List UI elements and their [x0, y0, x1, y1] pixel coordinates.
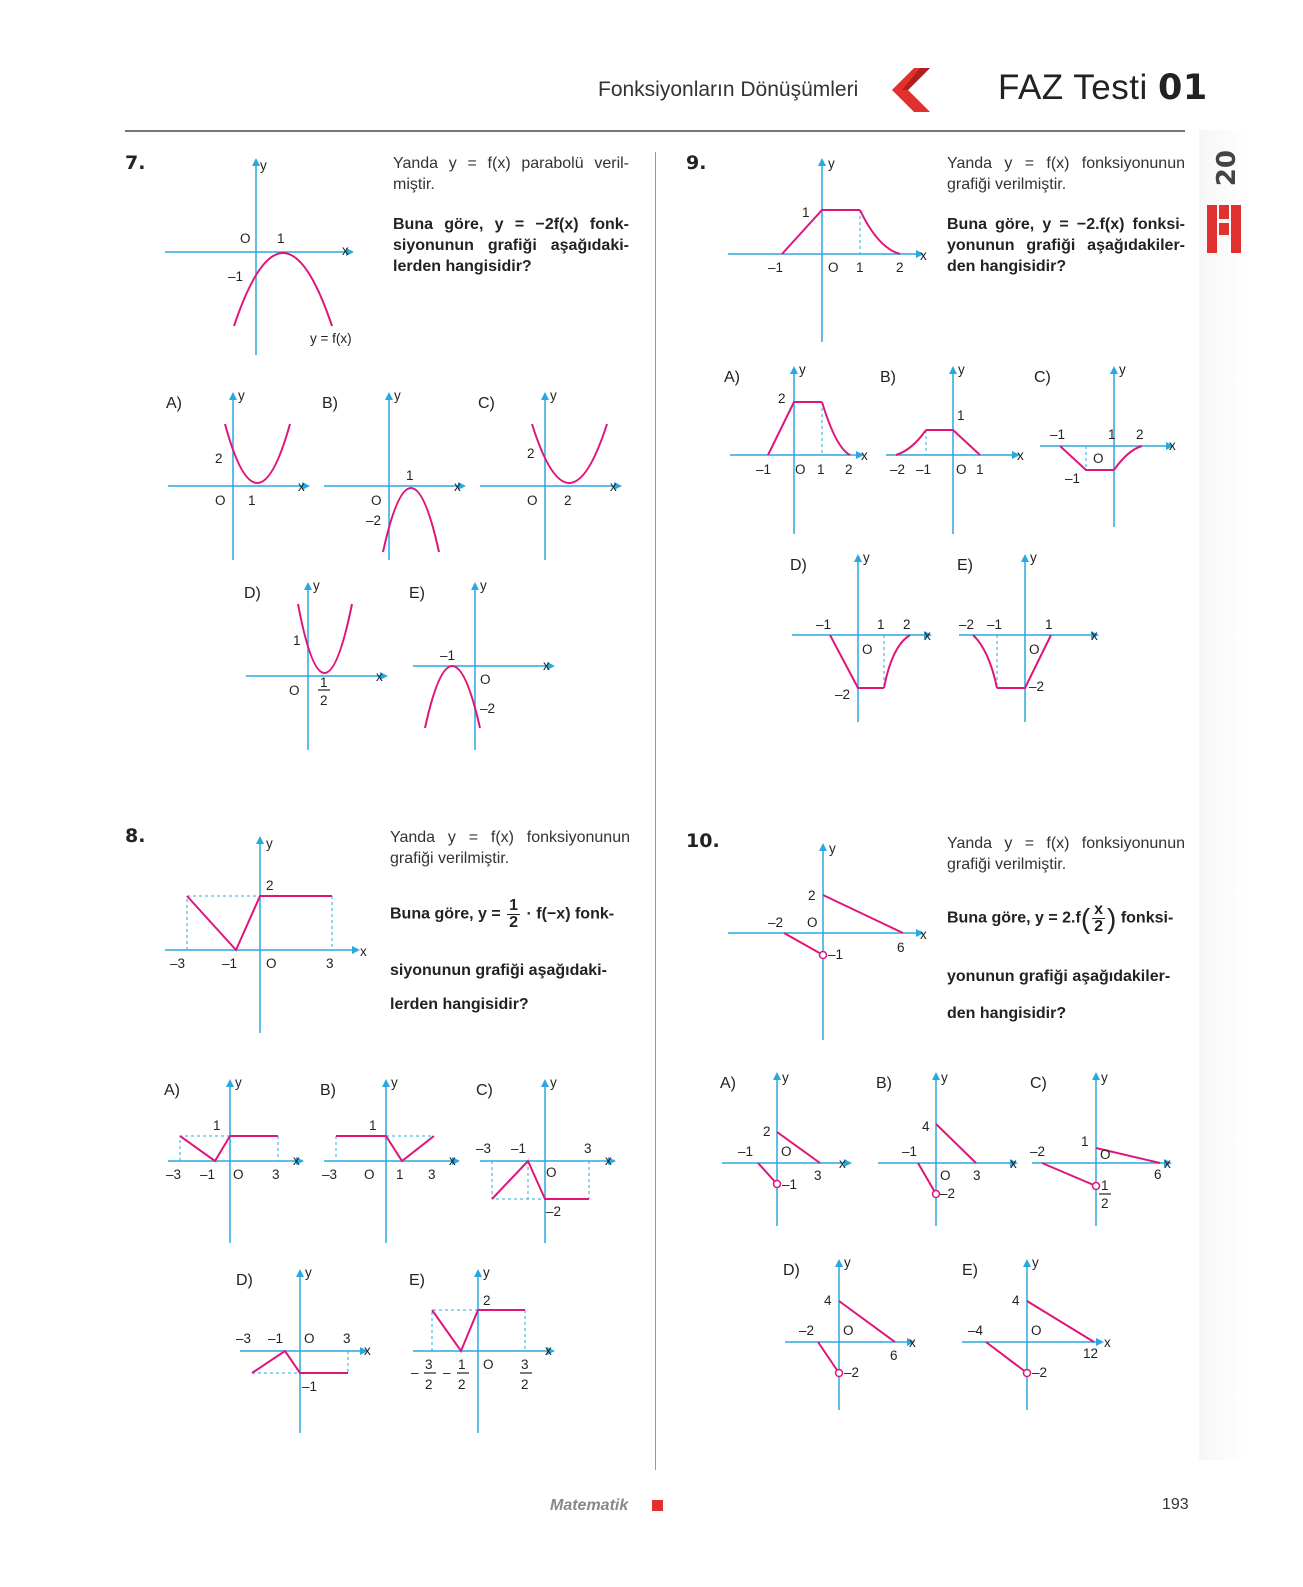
svg-text:–: – — [443, 1365, 451, 1380]
svg-text:–2: –2 — [959, 617, 975, 632]
svg-text:3: 3 — [521, 1357, 529, 1372]
svg-text:–2: –2 — [1029, 679, 1045, 694]
q10-option-a[interactable] — [720, 1068, 880, 1228]
svg-text:–2: –2 — [799, 1323, 815, 1338]
svg-text:y: y — [782, 1070, 789, 1085]
svg-text:–1: –1 — [828, 947, 844, 962]
svg-text:–3: –3 — [476, 1141, 492, 1156]
svg-text:O: O — [371, 493, 382, 508]
svg-text:x: x — [1017, 448, 1024, 463]
svg-text:–1: –1 — [987, 617, 1003, 632]
svg-text:–2: –2 — [844, 1365, 860, 1380]
svg-text:1: 1 — [802, 205, 810, 220]
svg-text:–1: –1 — [782, 1177, 798, 1192]
svg-text:y: y — [305, 1265, 312, 1280]
svg-text:A): A) — [164, 1082, 180, 1099]
q7-option-b[interactable] — [316, 388, 476, 563]
side-number: 20 — [1212, 150, 1242, 187]
column-divider — [655, 152, 656, 1470]
svg-text:E): E) — [962, 1262, 978, 1279]
q10-option-d[interactable] — [783, 1255, 943, 1415]
footer-subject: Matematik — [550, 1497, 629, 1514]
svg-text:O: O — [364, 1167, 375, 1182]
svg-text:x: x — [449, 1153, 456, 1168]
svg-text:–1: –1 — [222, 956, 238, 971]
svg-text:3: 3 — [326, 956, 334, 971]
fdd-logo-icon — [1205, 205, 1245, 255]
svg-text:3: 3 — [814, 1168, 822, 1183]
q8-graph — [160, 828, 380, 1038]
svg-text:–1: –1 — [816, 617, 832, 632]
svg-text:1: 1 — [1108, 427, 1116, 442]
svg-text:2: 2 — [778, 391, 786, 406]
q9-option-b[interactable] — [876, 362, 1041, 537]
svg-text:–2: –2 — [1032, 1365, 1048, 1380]
svg-text:–1: –1 — [756, 462, 772, 477]
svg-text:–2: –2 — [768, 915, 784, 930]
svg-text:–3: –3 — [166, 1167, 182, 1182]
svg-text:2: 2 — [564, 493, 572, 508]
svg-text:y: y — [828, 156, 835, 171]
footer-square-icon — [652, 1500, 663, 1511]
svg-text:6: 6 — [897, 940, 905, 955]
svg-text:O: O — [1029, 642, 1040, 657]
svg-text:4: 4 — [824, 1293, 832, 1308]
svg-text:–1: –1 — [1050, 427, 1066, 442]
svg-text:–1: –1 — [302, 1379, 318, 1394]
svg-text:C): C) — [1030, 1075, 1047, 1092]
svg-text:y: y — [1030, 550, 1037, 565]
svg-text:y: y — [799, 362, 806, 377]
svg-text:B): B) — [880, 369, 896, 386]
svg-text:y: y — [1119, 362, 1126, 377]
svg-text:–2: –2 — [835, 687, 851, 702]
q8-option-e[interactable] — [405, 1265, 570, 1437]
q7-curve-label: y = f(x) — [310, 331, 352, 346]
q8-number: 8. — [125, 825, 146, 847]
svg-text:1: 1 — [1081, 1134, 1089, 1149]
q7-y-label: y — [260, 158, 267, 173]
svg-text:O: O — [480, 672, 491, 687]
svg-text:O: O — [483, 1357, 494, 1372]
svg-text:3: 3 — [584, 1141, 592, 1156]
svg-text:4: 4 — [922, 1119, 930, 1134]
svg-text:O: O — [828, 260, 839, 275]
svg-text:O: O — [807, 915, 818, 930]
svg-text:B): B) — [876, 1075, 892, 1092]
q9-option-a[interactable] — [720, 362, 885, 537]
test-number: 01 — [1157, 68, 1208, 108]
q9-option-c[interactable] — [1030, 362, 1195, 537]
q9-option-d[interactable] — [790, 550, 955, 725]
svg-text:O: O — [781, 1144, 792, 1159]
svg-text:2: 2 — [266, 878, 274, 893]
q9-text: Yanda y = f(x) fonksiyonunun grafiği verilmiştir. — [947, 155, 1185, 193]
q7-option-d[interactable] — [238, 578, 398, 753]
svg-text:–1: –1 — [768, 260, 784, 275]
chapter-title: Fonksiyonların Dönüşümleri — [598, 78, 859, 101]
svg-text:6: 6 — [890, 1348, 898, 1363]
svg-text:O: O — [956, 462, 967, 477]
svg-text:x: x — [454, 479, 461, 494]
svg-text:12: 12 — [1083, 1346, 1099, 1361]
q7-origin: O — [240, 231, 251, 246]
svg-text:–3: –3 — [236, 1331, 252, 1346]
q8-option-b[interactable] — [316, 1075, 481, 1245]
svg-text:2: 2 — [1101, 1196, 1109, 1211]
svg-text:x: x — [924, 628, 931, 643]
svg-text:x: x — [920, 927, 927, 942]
svg-text:x: x — [920, 248, 927, 263]
svg-text:–1: –1 — [738, 1144, 754, 1159]
svg-text:–2: –2 — [940, 1186, 956, 1201]
svg-text:O: O — [215, 493, 226, 508]
svg-text:A): A) — [166, 395, 182, 412]
svg-text:B): B) — [320, 1082, 336, 1099]
svg-text:1: 1 — [976, 462, 984, 477]
q9-graph — [720, 150, 945, 350]
svg-text:1: 1 — [1101, 1178, 1109, 1193]
svg-text:O: O — [1100, 1147, 1111, 1162]
q7-tick-m1: –1 — [228, 269, 244, 284]
svg-text:2: 2 — [1136, 427, 1144, 442]
svg-text:1: 1 — [1045, 617, 1053, 632]
svg-text:1: 1 — [369, 1118, 377, 1133]
q10-option-c[interactable] — [1030, 1068, 1190, 1228]
svg-text:y: y — [238, 388, 245, 403]
svg-text:O: O — [940, 1168, 951, 1183]
svg-text:3: 3 — [425, 1357, 433, 1372]
svg-text:–1: –1 — [902, 1144, 918, 1159]
svg-text:x: x — [364, 1343, 371, 1358]
svg-text:–1: –1 — [511, 1141, 527, 1156]
svg-text:x: x — [1104, 1335, 1111, 1350]
svg-text:1: 1 — [406, 468, 414, 483]
q7-question: Buna göre, y = −2f(x) fonk-siyonunun grafiği aşağıdaki-lerden hangisidir? — [393, 216, 629, 275]
svg-text:1: 1 — [213, 1118, 221, 1133]
q10-question-line2: yonunun grafiği aşağıdakiler- — [947, 968, 1171, 985]
svg-text:E): E) — [957, 557, 973, 574]
svg-text:2: 2 — [483, 1293, 491, 1308]
svg-text:O: O — [1031, 1323, 1042, 1338]
q9-question: Buna göre, y = −2.f(x) fonksi-yonunun grafiği aşağıdakiler-den hangisidir? — [947, 216, 1185, 275]
svg-text:O: O — [527, 493, 538, 508]
svg-text:y: y — [958, 362, 965, 377]
q10-option-e[interactable] — [960, 1255, 1130, 1415]
svg-text:3: 3 — [272, 1167, 280, 1182]
svg-text:y: y — [394, 388, 401, 403]
svg-text:–1: –1 — [268, 1331, 284, 1346]
svg-text:–2: –2 — [546, 1204, 562, 1219]
svg-text:3: 3 — [428, 1167, 436, 1182]
svg-text:–3: –3 — [322, 1167, 338, 1182]
test-title — [998, 68, 1208, 108]
svg-text:x: x — [1091, 628, 1098, 643]
svg-text:x: x — [293, 1153, 300, 1168]
svg-text:x: x — [861, 448, 868, 463]
svg-text:–1: –1 — [916, 462, 932, 477]
svg-text:E): E) — [409, 585, 425, 602]
q10-question: Buna göre, y = 2.f( $\frac{x}{2}$ ) fonksi- — [947, 901, 1174, 935]
svg-text:x: x — [909, 1335, 916, 1350]
svg-text:1: 1 — [248, 493, 256, 508]
svg-text:y: y — [844, 1255, 851, 1270]
svg-text:x: x — [1169, 438, 1176, 453]
svg-text:D): D) — [244, 585, 261, 602]
svg-text:y: y — [266, 836, 273, 851]
q8-option-d[interactable] — [232, 1265, 397, 1435]
q7-option-c[interactable] — [472, 388, 632, 563]
svg-text:1: 1 — [320, 675, 328, 690]
test-name: FAZ Testi — [998, 68, 1148, 107]
svg-text:–2: –2 — [366, 513, 382, 528]
svg-text:x: x — [543, 658, 550, 673]
q8-option-a[interactable] — [160, 1075, 325, 1245]
svg-text:O: O — [843, 1323, 854, 1338]
svg-text:y: y — [391, 1075, 398, 1090]
svg-text:x: x — [360, 944, 367, 959]
q7-option-a[interactable] — [160, 388, 320, 563]
svg-text:–2: –2 — [480, 701, 496, 716]
svg-text:x: x — [1010, 1156, 1017, 1171]
q7-graph — [150, 150, 380, 365]
svg-text:D): D) — [236, 1272, 253, 1289]
q7-tick-1: 1 — [277, 231, 285, 246]
svg-text:y: y — [550, 1075, 557, 1090]
svg-text:–2: –2 — [1030, 1144, 1046, 1159]
svg-text:x: x — [610, 479, 617, 494]
svg-text:–: – — [411, 1365, 419, 1380]
svg-text:D): D) — [783, 1262, 800, 1279]
svg-text:y: y — [313, 578, 320, 593]
svg-text:1: 1 — [957, 408, 965, 423]
svg-text:y: y — [550, 388, 557, 403]
q7-option-e[interactable] — [405, 578, 565, 753]
svg-text:x: x — [545, 1343, 552, 1358]
q7-number: 7. — [125, 152, 146, 174]
svg-text:6: 6 — [1154, 1167, 1162, 1182]
svg-text:–4: –4 — [968, 1323, 984, 1338]
svg-text:E): E) — [409, 1272, 425, 1289]
svg-text:B): B) — [322, 395, 338, 412]
q8-question: Buna göre, y = $\frac{1}{2}$ · f(−x) fonk- — [390, 897, 615, 931]
svg-text:y: y — [941, 1070, 948, 1085]
svg-text:2: 2 — [320, 693, 328, 708]
svg-text:O: O — [289, 683, 300, 698]
q9-number: 9. — [686, 152, 707, 174]
q8-text: Yanda y = f(x) fonksiyonunun grafiği verilmiştir. — [390, 829, 630, 867]
svg-text:2: 2 — [896, 260, 904, 275]
svg-text:C): C) — [476, 1082, 493, 1099]
svg-text:y: y — [1032, 1255, 1039, 1270]
svg-text:1: 1 — [396, 1167, 404, 1182]
side-strip — [1199, 130, 1247, 1460]
svg-text:1: 1 — [856, 260, 864, 275]
q10-number: 10. — [686, 830, 720, 852]
svg-text:–1: –1 — [1065, 471, 1081, 486]
q7-x-label: x — [342, 243, 349, 258]
svg-text:x: x — [605, 1153, 612, 1168]
svg-text:O: O — [795, 462, 806, 477]
q10-question-line3: den hangisidir? — [947, 1005, 1067, 1022]
svg-text:1: 1 — [817, 462, 825, 477]
svg-text:–3: –3 — [170, 956, 186, 971]
svg-text:3: 3 — [973, 1168, 981, 1183]
q9-option-e[interactable] — [957, 550, 1122, 725]
q7-text: Yanda y = f(x) parabolü veril-miştir. — [393, 155, 629, 193]
svg-text:y: y — [1101, 1070, 1108, 1085]
svg-text:2: 2 — [215, 451, 223, 466]
svg-text:y: y — [235, 1075, 242, 1090]
svg-text:y: y — [480, 578, 487, 593]
svg-text:2: 2 — [527, 446, 535, 461]
svg-text:1: 1 — [877, 617, 885, 632]
chevron-logo-icon — [890, 66, 934, 114]
svg-text:–1: –1 — [200, 1167, 216, 1182]
svg-text:4: 4 — [1012, 1293, 1020, 1308]
svg-text:O: O — [862, 642, 873, 657]
svg-text:–1: –1 — [440, 648, 456, 663]
svg-text:y: y — [829, 841, 836, 856]
svg-text:O: O — [546, 1165, 557, 1180]
q8-question-line3: lerden hangisidir? — [390, 996, 529, 1013]
svg-text:2: 2 — [521, 1377, 529, 1392]
svg-text:1: 1 — [458, 1357, 466, 1372]
svg-text:A): A) — [720, 1075, 736, 1092]
svg-text:C): C) — [1034, 369, 1051, 386]
svg-text:D): D) — [790, 557, 807, 574]
svg-text:y: y — [483, 1265, 490, 1280]
svg-text:2: 2 — [808, 888, 816, 903]
header-divider — [125, 130, 1185, 132]
svg-text:x: x — [298, 479, 305, 494]
svg-text:2: 2 — [845, 462, 853, 477]
svg-text:O: O — [304, 1331, 315, 1346]
svg-text:2: 2 — [425, 1377, 433, 1392]
q10-text: Yanda y = f(x) fonksiyonunun grafiği verilmiştir. — [947, 835, 1185, 873]
svg-text:C): C) — [478, 395, 495, 412]
svg-text:2: 2 — [903, 617, 911, 632]
svg-text:O: O — [233, 1167, 244, 1182]
svg-text:3: 3 — [343, 1331, 351, 1346]
q8-question-line2: siyonunun grafiği aşağıdaki- — [390, 962, 607, 979]
svg-text:y: y — [863, 550, 870, 565]
svg-text:A): A) — [724, 369, 740, 386]
q10-graph — [720, 835, 945, 1045]
svg-text:–2: –2 — [890, 462, 906, 477]
svg-text:x: x — [1164, 1156, 1171, 1171]
svg-text:1: 1 — [293, 633, 301, 648]
q8-option-c[interactable] — [472, 1075, 637, 1245]
svg-text:O: O — [266, 956, 277, 971]
svg-text:x: x — [376, 669, 383, 684]
svg-text:2: 2 — [763, 1124, 771, 1139]
q10-option-b[interactable] — [876, 1068, 1036, 1228]
svg-text:x: x — [839, 1156, 846, 1171]
svg-text:O: O — [1093, 451, 1104, 466]
svg-text:2: 2 — [458, 1377, 466, 1392]
page-number: 193 — [1162, 1496, 1189, 1513]
